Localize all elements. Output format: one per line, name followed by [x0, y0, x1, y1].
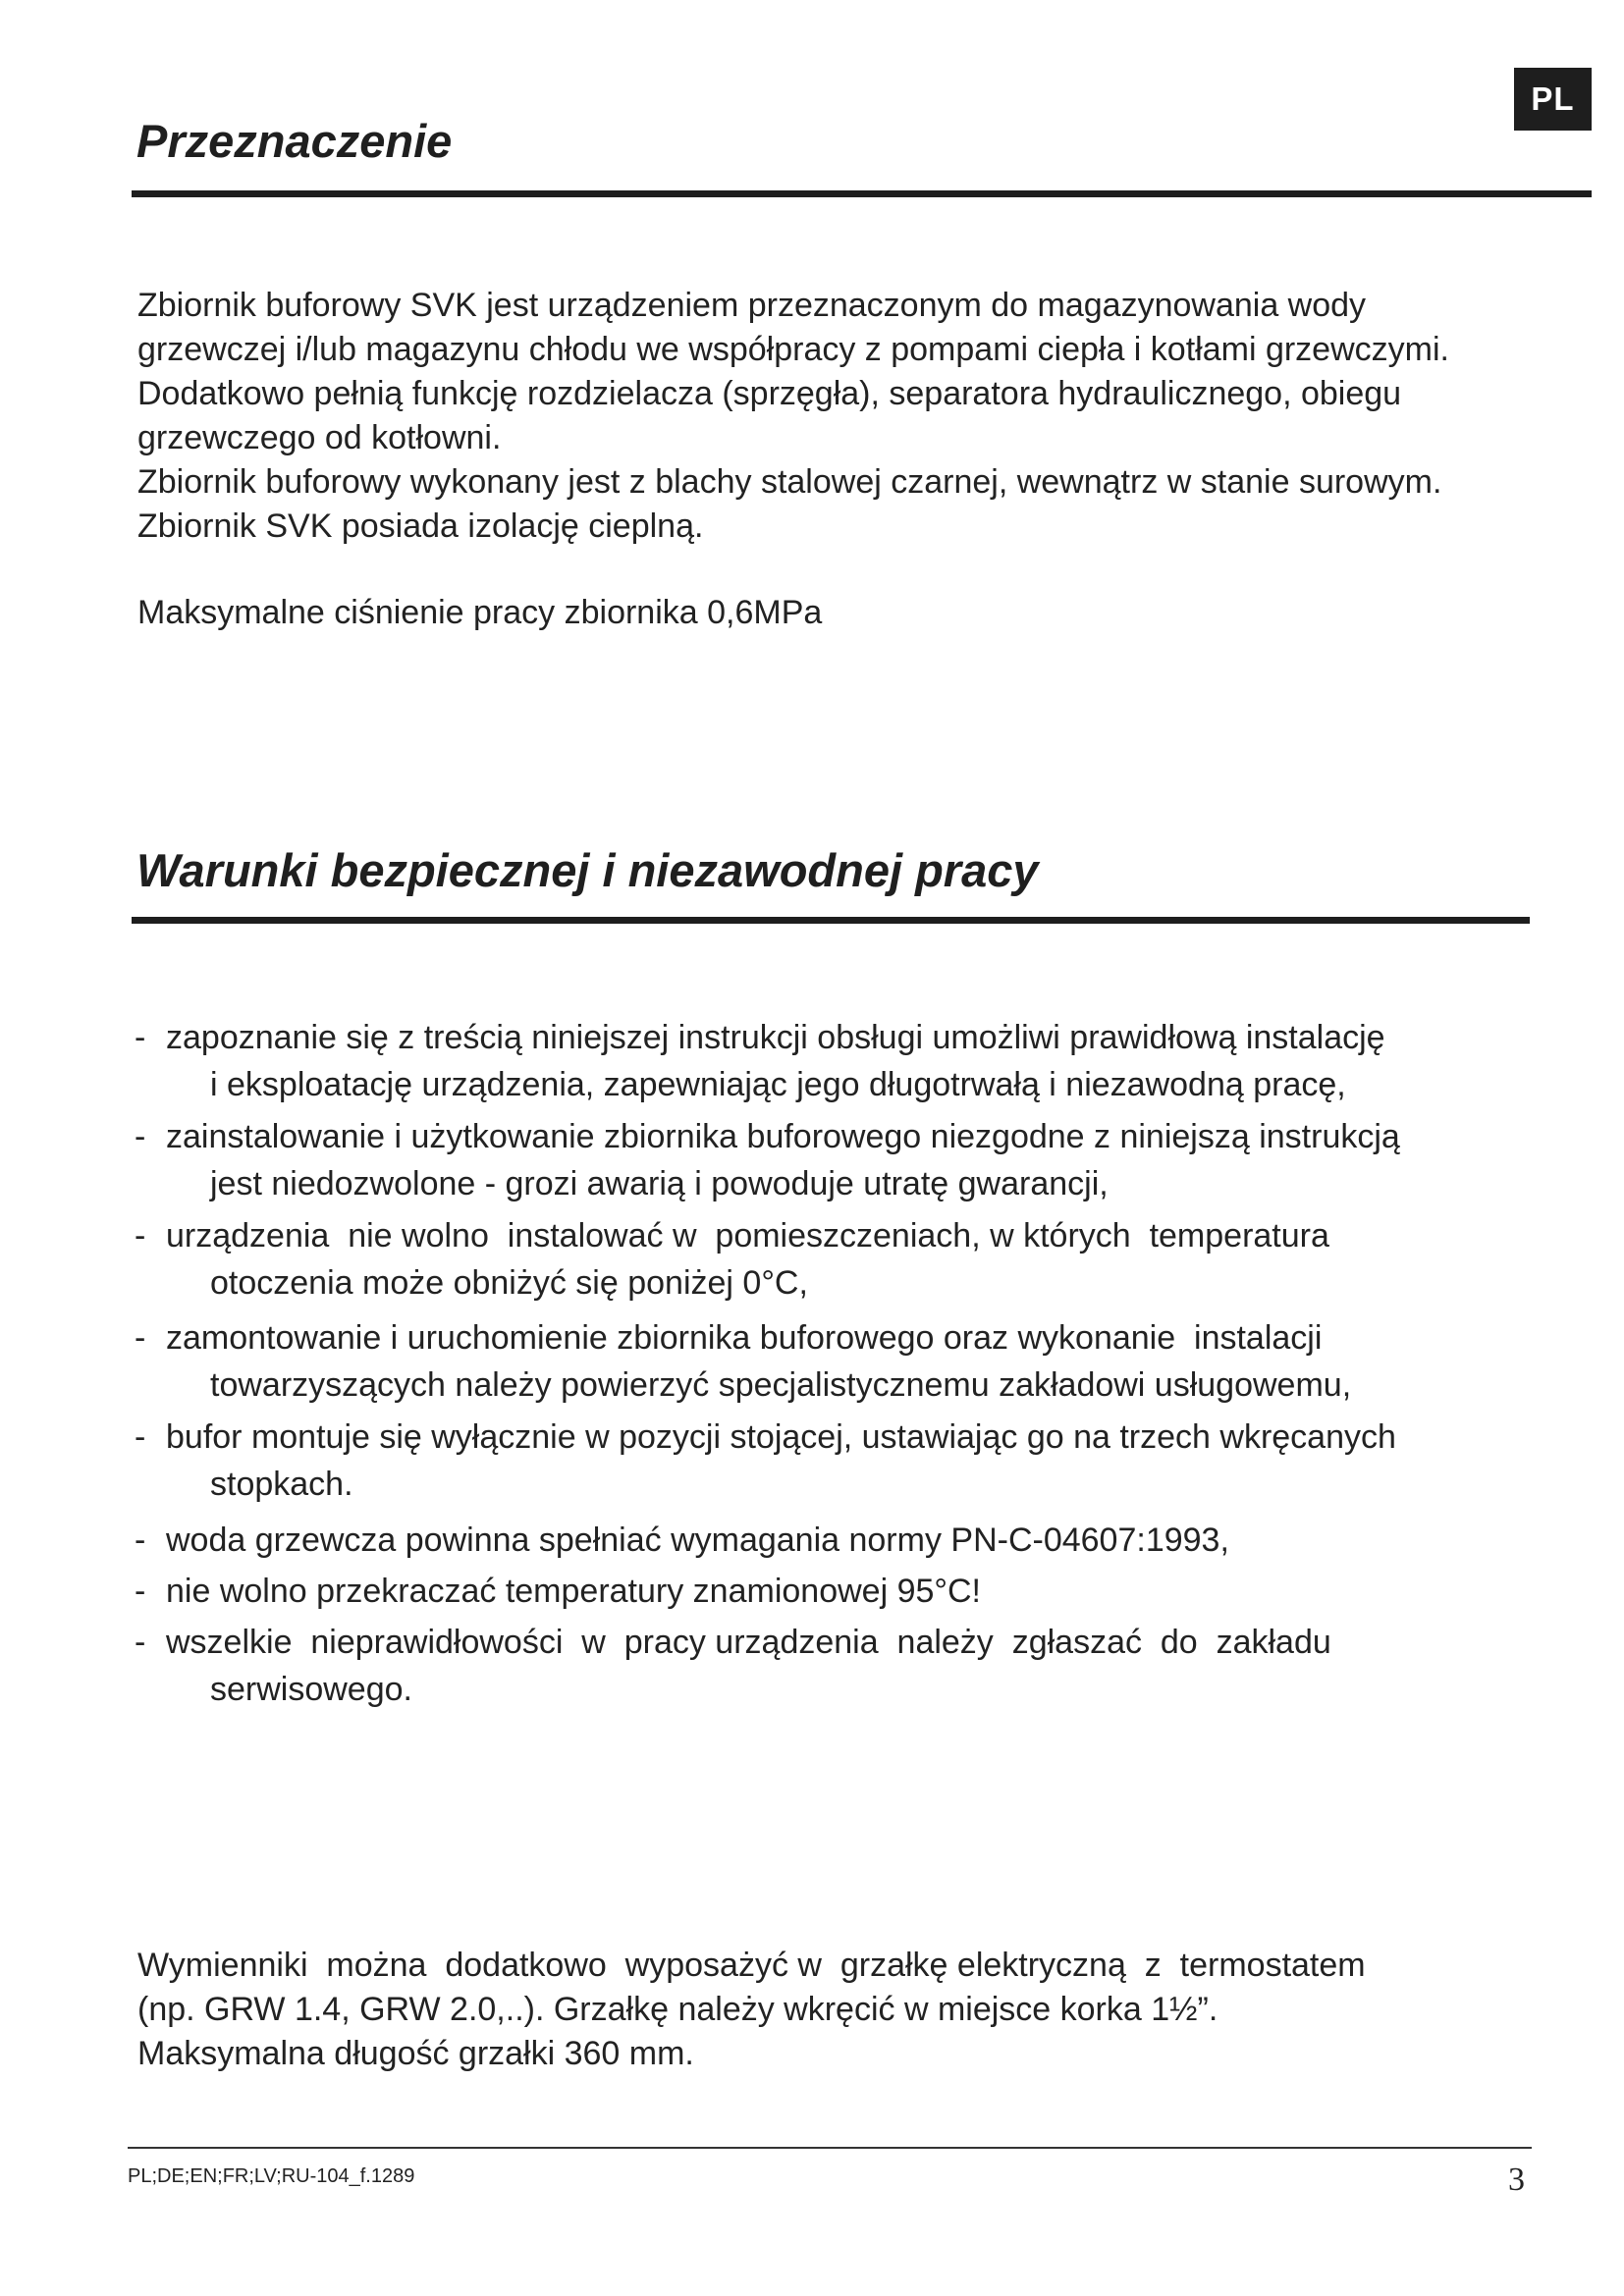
section-rule — [132, 190, 1592, 197]
bullet-line: zamontowanie i uruchomienie zbiornika buforowego oraz wykonanie instalacji — [166, 1319, 1323, 1357]
bullet-marker: - — [135, 1522, 146, 1559]
bullet-marker: - — [135, 1217, 146, 1255]
paragraph-line: grzewczego od kotłowni. — [137, 419, 502, 456]
bullet-continuation: otoczenia może obniżyć się poniżej 0°C, — [210, 1264, 808, 1302]
bullet-marker: - — [135, 1624, 146, 1661]
paragraph-line: Zbiornik SVK posiada izolację cieplną. — [137, 507, 704, 545]
bullet-continuation: serwisowego. — [210, 1671, 412, 1708]
bullet-continuation: jest niedozwolone - grozi awarią i powoduje utratę gwarancji, — [210, 1165, 1109, 1202]
bullet-continuation: stopkach. — [210, 1466, 353, 1503]
language-badge: PL — [1514, 68, 1592, 131]
bullet-marker: - — [135, 1418, 146, 1456]
note-line: (np. GRW 1.4, GRW 2.0,..). Grzałkę należy wkręcić w miejsce korka 1½”. — [137, 1991, 1218, 2028]
bullet-line: zainstalowanie i użytkowanie zbiornika buforowego niezgodne z niniejszą instrukcją — [166, 1118, 1400, 1155]
paragraph-line: grzewczej i/lub magazynu chłodu we współpracy z pompami ciepła i kotłami grzewczymi. — [137, 331, 1449, 368]
note-line: Maksymalna długość grzałki 360 mm. — [137, 2035, 694, 2072]
footer-rule — [128, 2147, 1532, 2149]
section-title-safety: Warunki bezpiecznej i niezawodnej pracy — [136, 844, 1039, 896]
bullet-line: bufor montuje się wyłącznie w pozycji stojącej, ustawiając go na trzech wkręcanych — [166, 1418, 1396, 1456]
bullet-marker: - — [135, 1319, 146, 1357]
section-rule — [132, 917, 1530, 924]
paragraph-line: Zbiornik buforowy SVK jest urządzeniem przeznaczonym do magazynowania wody — [137, 287, 1367, 324]
bullet-line: nie wolno przekraczać temperatury znamionowej 95°C! — [166, 1573, 981, 1610]
pressure-info: Maksymalne ciśnienie pracy zbiornika 0,6MPa — [137, 594, 823, 631]
bullet-line: urządzenia nie wolno instalować w pomieszczeniach, w których temperatura — [166, 1217, 1329, 1255]
bullet-line: woda grzewcza powinna spełniać wymagania normy PN-C-04607:1993, — [166, 1522, 1229, 1559]
paragraph-line: Zbiornik buforowy wykonany jest z blachy stalowej czarnej, wewnątrz w stanie surowym. — [137, 463, 1442, 501]
bullet-marker: - — [135, 1573, 146, 1610]
bullet-line: wszelkie nieprawidłowości w pracy urządzenia należy zgłaszać do zakładu — [166, 1624, 1331, 1661]
bullet-marker: - — [135, 1118, 146, 1155]
bullet-marker: - — [135, 1019, 146, 1056]
note-line: Wymienniki można dodatkowo wyposażyć w grzałkę elektryczną z termostatem — [137, 1947, 1366, 1984]
bullet-continuation: towarzyszących należy powierzyć specjalistycznemu zakładowi usługowemu, — [210, 1366, 1352, 1404]
document-code: PL;DE;EN;FR;LV;RU-104_f.1289 — [128, 2165, 415, 2187]
bullet-continuation: i eksploatację urządzenia, zapewniając jego długotrwałą i niezawodną pracę, — [210, 1066, 1346, 1103]
paragraph-line: Dodatkowo pełnią funkcję rozdzielacza (sprzęgła), separatora hydraulicznego, obiegu — [137, 375, 1402, 412]
bullet-line: zapoznanie się z treścią niniejszej instrukcji obsługi umożliwi prawidłową instalację — [166, 1019, 1385, 1056]
section-title-przeznaczenie: Przeznaczenie — [136, 115, 453, 167]
page-number: 3 — [1508, 2162, 1525, 2198]
